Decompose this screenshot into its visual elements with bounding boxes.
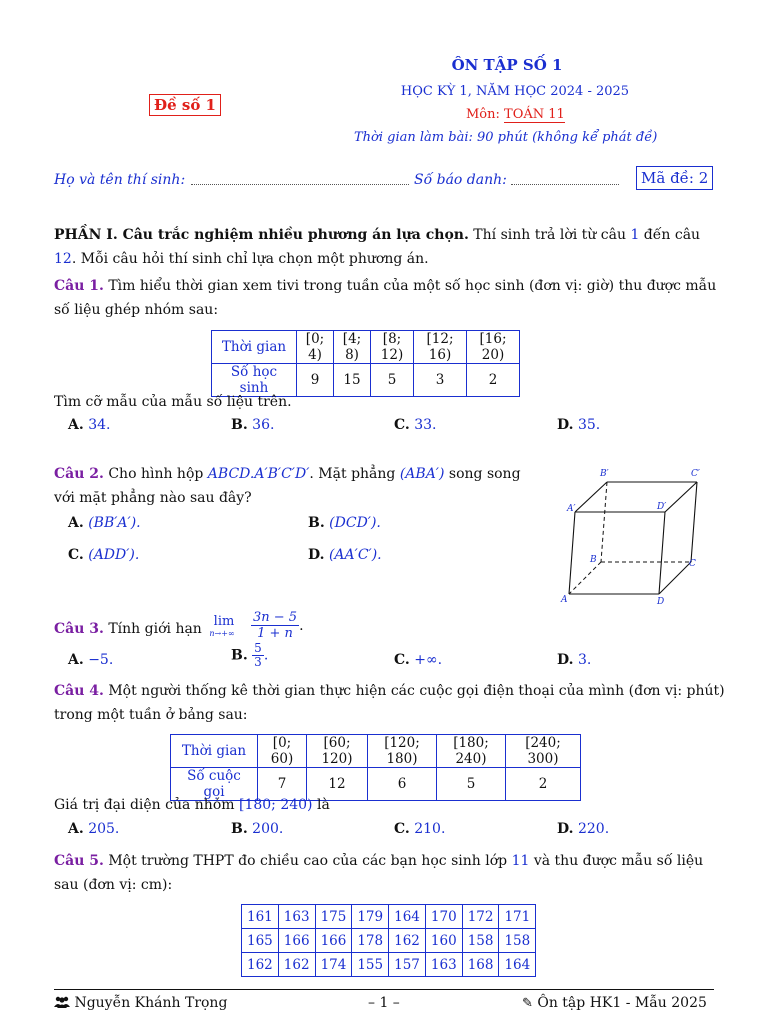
q5-text2: sau (đơn vị: cm): (54, 877, 173, 893)
part1-instructions: PHẦN I. Câu trắc nghiệm nhiều phương án lựa chọn. Thí sinh trả lời từ câu 1 đến câu (54, 227, 701, 243)
table-row: 161 163 175 179 164 170 172 171 (242, 905, 536, 929)
footer-right: ✎ Ôn tập HK1 - Mẫu 2025 (522, 995, 707, 1011)
q5-text1: Câu 5. Một trường THPT đo chiều cao của các bạn học sinh lớp 11 và thu được mẫu số liệu (54, 853, 704, 869)
q1-table (211, 330, 520, 397)
q1-option-a[interactable]: A. 34. (68, 417, 111, 433)
semester: HỌC KỲ 1, NĂM HỌC 2024 - 2025 (400, 84, 630, 99)
q3-lim: lim n→+∞ (209, 614, 235, 638)
vertex-a1-label: A′ (567, 504, 576, 514)
vertex-d-label: D (657, 597, 665, 607)
q4-table (170, 734, 581, 801)
footer-page: – 1 – (368, 995, 400, 1011)
q5-table (241, 904, 536, 977)
table-row: Thời gian [0; 60) [60; 120) [120; 180) [180; 240) [240; 300) (171, 735, 581, 768)
vertex-c-label: C (689, 559, 696, 569)
q3-text: Câu 3. Tính giới hạn (54, 621, 202, 637)
q1-text2: số liệu ghép nhóm sau: (54, 302, 219, 318)
subject-label: Môn: (466, 107, 500, 122)
users-icon (54, 995, 70, 1007)
q3-option-c[interactable]: C. +∞. (394, 652, 443, 668)
name-field[interactable] (191, 172, 409, 185)
part1-title: PHẦN I. Câu trắc nghiệm nhiều phương án lựa chọn. (54, 227, 469, 243)
q2-option-a[interactable]: A. (BB′A′). (68, 515, 141, 531)
q2-option-d[interactable]: D. (AA′C′). (308, 547, 382, 563)
id-label: Số báo danh: (414, 172, 507, 188)
q4-text2: trong một tuần ở bảng sau: (54, 707, 248, 723)
q2-label: Câu 2. (54, 466, 104, 482)
vertex-b-label: B (590, 555, 597, 565)
q4-text1: Câu 4. Một người thống kê thời gian thực hiện các cuộc gọi điện thoại của mình (đơn vị: phút) (54, 683, 725, 699)
q4-label: Câu 4. (54, 683, 104, 699)
vertex-c1-label: C′ (691, 469, 700, 479)
q3-fraction: $\frac{3n - 5}{1 + n}$ . (253, 610, 304, 641)
q4-option-c[interactable]: C. 210. (394, 821, 446, 837)
exam-code: Mã đề: 2 (636, 166, 713, 190)
footer-author: Nguyễn Khánh Trọng (54, 994, 227, 1012)
time-limit: Thời gian làm bài: 90 phút (không kể phát đề) (354, 130, 658, 145)
q3-option-d[interactable]: D. 3. (557, 652, 592, 668)
doc-title: ÔN TẬP SỐ 1 (451, 56, 563, 74)
q2-text1: Câu 2. Cho hình hộp ABCD.A′B′C′D′. Mặt phẳng (ABA′) song song (54, 466, 521, 482)
vertex-b1-label: B′ (600, 469, 609, 479)
footer-rule (54, 989, 714, 990)
subject-line (466, 107, 565, 122)
table-row: Thời gian [0; 4) [4; 8) [8; 12) [12; 16) [16; 20) (212, 331, 520, 364)
q2-option-c[interactable]: C. (ADD′). (68, 547, 140, 563)
q4-question: Giá trị đại diện của nhóm [180; 240) là (54, 797, 330, 813)
q3-label: Câu 3. (54, 621, 104, 637)
q1-text1: Câu 1. Tìm hiểu thời gian xem tivi trong tuần của một số học sinh (đơn vị: giờ) thu được mẫu (54, 278, 717, 294)
q2-option-b[interactable]: B. (DCD′). (308, 515, 381, 531)
q1-label: Câu 1. (54, 278, 104, 294)
edit-icon: ✎ (522, 996, 533, 1011)
q1-question: Tìm cỡ mẫu của mẫu số liệu trên. (54, 394, 292, 410)
q5-label: Câu 5. (54, 853, 104, 869)
table-row: Số cuộc gọi 7 12 6 5 2 (171, 768, 581, 801)
table-row: 162 162 174 155 157 163 168 164 (242, 953, 536, 977)
q1-option-d[interactable]: D. 35. (557, 417, 601, 433)
subject: TOÁN 11 (504, 107, 565, 122)
table-row: Số học sinh 9 15 5 3 2 (212, 364, 520, 397)
q1-option-c[interactable]: C. 33. (394, 417, 437, 433)
vertex-a-label: A (561, 595, 568, 605)
vertex-d1-label: D′ (657, 502, 667, 512)
q3-option-a[interactable]: A. −5. (68, 652, 114, 668)
table-row: 165 166 166 178 162 160 158 158 (242, 929, 536, 953)
exam-number: Đề số 1 (149, 94, 221, 116)
name-label: Họ và tên thí sinh: (54, 172, 186, 188)
q4-option-a[interactable]: A. 205. (68, 821, 120, 837)
q2-text2: với mặt phẳng nào sau đây? (54, 490, 252, 506)
q4-option-d[interactable]: D. 220. (557, 821, 610, 837)
q3-option-b[interactable]: B. $\frac{5}{3}$ . (231, 641, 269, 669)
id-field[interactable] (511, 172, 619, 185)
q4-option-b[interactable]: B. 200. (231, 821, 284, 837)
q1-option-b[interactable]: B. 36. (231, 417, 275, 433)
cuboid-figure (555, 462, 715, 610)
